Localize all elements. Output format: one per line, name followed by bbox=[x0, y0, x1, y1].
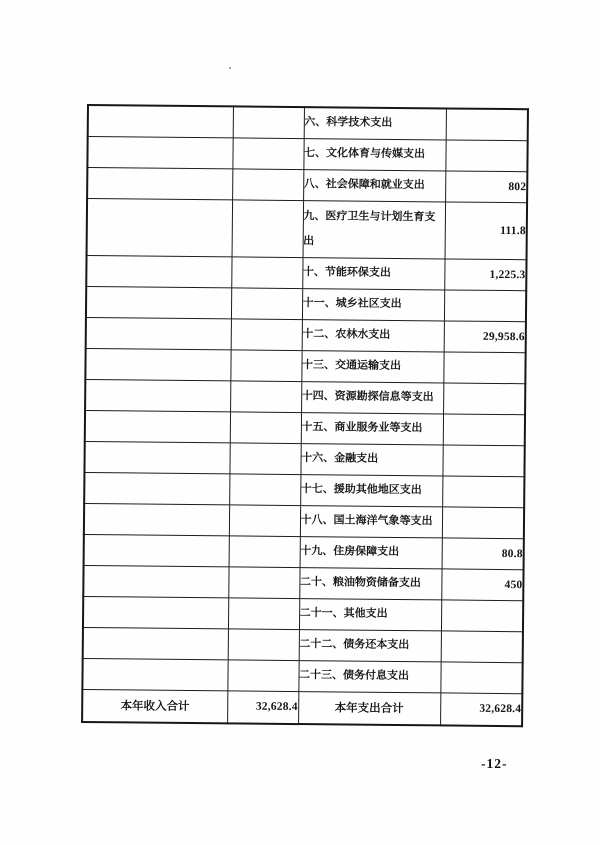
income-amount-cell bbox=[233, 106, 304, 138]
income-item-cell bbox=[85, 379, 230, 411]
income-item-cell bbox=[84, 441, 229, 473]
expense-amount-cell bbox=[445, 139, 527, 171]
table-row bbox=[84, 472, 524, 507]
expense-amount-cell: 802 bbox=[445, 170, 527, 202]
total-income-label-cell: 本年收入合计 bbox=[82, 689, 227, 723]
expense-item-cell: 十九、住房保障支出 bbox=[300, 536, 442, 568]
income-amount-cell bbox=[229, 535, 300, 567]
expense-amount-cell bbox=[444, 289, 526, 321]
income-amount-cell bbox=[229, 504, 300, 536]
table-row bbox=[83, 627, 523, 662]
expense-item-cell: 十八、国土海洋气象等支出 bbox=[300, 505, 442, 537]
income-amount-cell bbox=[228, 628, 299, 660]
total-row bbox=[82, 689, 522, 726]
expense-amount-cell: 1,225.3 bbox=[444, 258, 526, 290]
expense-item-cell: 二十一、其他支出 bbox=[299, 598, 441, 630]
income-amount-cell bbox=[232, 168, 303, 200]
income-amount-cell bbox=[228, 597, 299, 629]
table-row bbox=[87, 136, 527, 171]
income-item-cell bbox=[87, 136, 232, 168]
table-row bbox=[86, 255, 526, 290]
income-item-cell bbox=[82, 658, 227, 690]
table-row bbox=[86, 286, 526, 321]
income-amount-cell bbox=[231, 287, 302, 319]
expense-amount-cell bbox=[442, 475, 524, 507]
income-item-cell bbox=[87, 198, 233, 256]
expense-amount-cell bbox=[443, 351, 525, 383]
income-item-cell bbox=[84, 503, 229, 535]
income-item-cell bbox=[83, 565, 228, 597]
expense-item-cell: 二十、粮油物资储备支出 bbox=[299, 567, 441, 599]
expense-item-cell: 十五、商业服务业等支出 bbox=[301, 412, 443, 444]
expense-item-cell: 二十二、债务还本支出 bbox=[299, 629, 441, 661]
table-row bbox=[87, 198, 528, 259]
expense-amount-cell bbox=[443, 413, 525, 445]
expense-amount-cell bbox=[440, 661, 522, 693]
expense-item-cell: 十四、资源勘探信息等支出 bbox=[301, 381, 443, 413]
table-row bbox=[85, 410, 525, 445]
income-item-cell bbox=[84, 472, 229, 504]
income-amount-cell bbox=[229, 442, 300, 474]
expense-amount-cell: 111.8 bbox=[445, 201, 528, 259]
table-row bbox=[86, 317, 526, 352]
expense-item-cell: 二十三、债务付息支出 bbox=[298, 660, 440, 692]
expense-amount-cell bbox=[442, 444, 524, 476]
table-row bbox=[85, 379, 525, 414]
expense-amount-cell bbox=[442, 506, 524, 538]
expense-amount-cell bbox=[446, 108, 528, 140]
income-amount-cell bbox=[227, 659, 298, 691]
income-item-cell bbox=[85, 348, 230, 380]
budget-table bbox=[81, 104, 529, 727]
income-amount-cell bbox=[232, 199, 304, 257]
scan-artifact-dot bbox=[229, 67, 231, 69]
income-item-cell bbox=[87, 167, 232, 199]
income-amount-cell bbox=[231, 318, 302, 350]
expense-amount-cell bbox=[443, 382, 525, 414]
expense-item-cell: 十三、交通运输支出 bbox=[301, 350, 443, 382]
table-row bbox=[83, 565, 523, 600]
expense-item-cell: 九、医疗卫生与计划生育支出 bbox=[303, 200, 446, 258]
income-item-cell bbox=[83, 627, 228, 659]
table-row bbox=[84, 441, 524, 476]
income-amount-cell bbox=[229, 473, 300, 505]
total-income-amount-cell: 32,628.4 bbox=[227, 690, 298, 724]
table-row bbox=[87, 167, 527, 202]
expense-item-cell: 十、节能环保支出 bbox=[302, 257, 444, 289]
expense-amount-cell bbox=[441, 630, 523, 662]
income-item-cell bbox=[86, 317, 231, 349]
page-number: -12- bbox=[481, 756, 508, 771]
total-expense-amount-cell: 32,628.4 bbox=[440, 692, 522, 726]
expense-item-cell: 八、社会保障和就业支出 bbox=[303, 169, 445, 201]
income-amount-cell bbox=[230, 380, 301, 412]
table-row bbox=[84, 534, 524, 569]
income-item-cell bbox=[86, 255, 231, 287]
expense-item-cell: 六、科学技术支出 bbox=[304, 107, 446, 139]
income-amount-cell bbox=[232, 137, 303, 169]
expense-amount-cell bbox=[441, 599, 523, 631]
income-item-cell bbox=[86, 286, 231, 318]
income-item-cell bbox=[85, 410, 230, 442]
expense-item-cell: 十七、援助其他地区支出 bbox=[300, 474, 442, 506]
income-item-cell bbox=[84, 534, 229, 566]
table-row bbox=[82, 658, 522, 693]
table-row bbox=[83, 596, 523, 631]
income-amount-cell bbox=[230, 411, 301, 443]
table-row bbox=[85, 348, 525, 383]
income-amount-cell bbox=[231, 256, 302, 288]
expense-item-cell: 十六、金融支出 bbox=[300, 443, 442, 475]
income-amount-cell bbox=[230, 349, 301, 381]
table-row bbox=[88, 105, 528, 140]
income-amount-cell bbox=[228, 566, 299, 598]
expense-item-cell: 七、文化体育与传媒支出 bbox=[303, 138, 445, 170]
expense-item-cell: 十二、农林水支出 bbox=[302, 319, 444, 351]
total-expense-label-cell: 本年支出合计 bbox=[298, 691, 440, 725]
expense-amount-cell: 80.8 bbox=[442, 537, 524, 569]
expense-amount-cell: 29,958.6 bbox=[444, 320, 526, 352]
table-row bbox=[84, 503, 524, 538]
income-item-cell bbox=[83, 596, 228, 628]
expense-amount-cell: 450 bbox=[441, 568, 523, 600]
income-item-cell bbox=[88, 105, 233, 137]
expense-item-cell: 十一、城乡社区支出 bbox=[302, 288, 444, 320]
